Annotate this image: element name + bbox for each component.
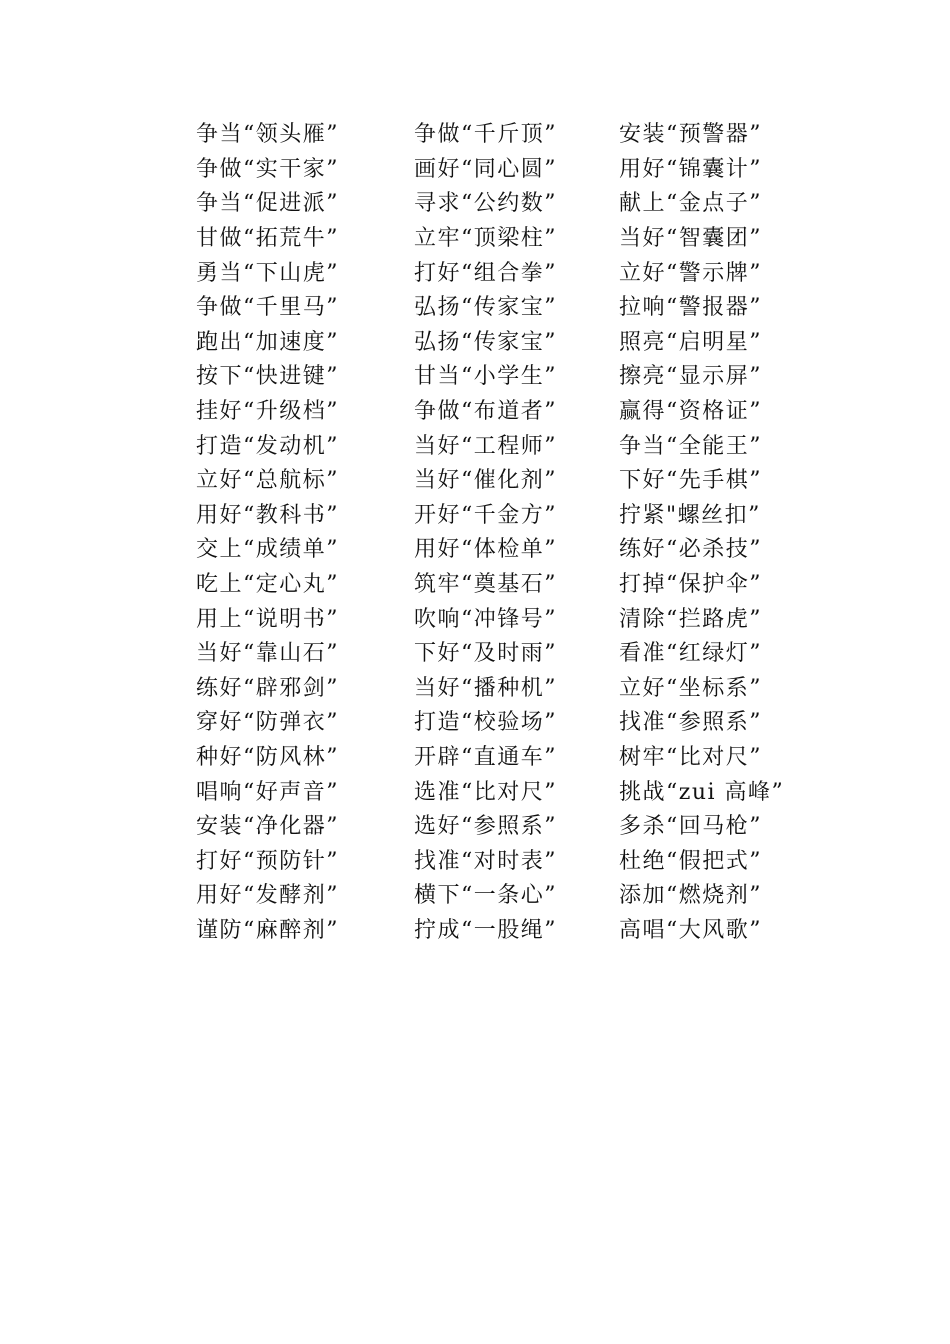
phrase-cell: 添加“燃烧剂” [619, 883, 762, 909]
phrase-cell: 赢得“资格证” [619, 399, 762, 425]
phrase-cell: 打好“预防针” [196, 848, 339, 874]
phrase-cell: 找准“对时表” [414, 848, 557, 874]
phrase-cell: 争当“促进派” [196, 191, 339, 217]
phrase-cell: 勇当“下山虎” [196, 260, 339, 286]
phrase-cell: 高唱“大风歌” [619, 917, 762, 943]
phrase-cell: 用好“教科书” [196, 502, 339, 528]
phrase-cell: 吃上“定心丸” [196, 572, 339, 598]
phrase-cell: 立牢“顶梁柱” [414, 226, 557, 252]
phrase-cell: 跑出“加速度” [196, 329, 339, 355]
phrase-cell: 树牢“比对尺” [619, 744, 762, 770]
phrase-cell: 争当“全能王” [619, 433, 762, 459]
phrase-cell: 筑牢“奠基石” [414, 572, 557, 598]
phrase-cell: 争做“千斤顶” [414, 122, 557, 148]
phrase-cell: 照亮“启明星” [619, 329, 762, 355]
phrase-cell: 挑战“zui 高峰” [619, 779, 785, 805]
phrase-cell: 练好“必杀技” [619, 537, 762, 563]
phrase-cell: 甘当“小学生” [414, 364, 557, 390]
phrase-cell: 用好“锦囊计” [619, 156, 762, 182]
phrase-cell: 种好“防风林” [196, 744, 339, 770]
phrase-cell: 用上“说明书” [196, 606, 339, 632]
phrase-table [190, 118, 800, 948]
phrase-cell: 当好“工程师” [414, 433, 557, 459]
phrase-cell: 当好“催化剂” [414, 468, 557, 494]
phrase-cell: 唱响“好声音” [196, 779, 339, 805]
phrase-cell: 弘扬“传家宝” [414, 295, 557, 321]
phrase-cell: 拧紧"螺丝扣” [619, 502, 761, 528]
phrase-cell: 画好“同心圆” [414, 156, 557, 182]
phrase-cell: 挂好“升级档” [196, 399, 339, 425]
phrase-cell: 练好“辟邪剑” [196, 675, 339, 701]
phrase-cell: 打造“校验场” [414, 710, 557, 736]
phrase-cell: 争做“实干家” [196, 156, 339, 182]
phrase-cell: 争做“布道者” [414, 399, 557, 425]
phrase-cell: 打好“组合拳” [414, 260, 557, 286]
phrase-cell: 用好“体检单” [414, 537, 557, 563]
phrase-cell: 拉响“警报器” [619, 295, 762, 321]
phrase-cell: 选准“比对尺” [414, 779, 557, 805]
phrase-cell: 立好“坐标系” [619, 675, 762, 701]
phrase-cell: 下好“及时雨” [414, 641, 557, 667]
phrase-cell: 用好“发酵剂” [196, 883, 339, 909]
phrase-cell: 下好“先手棋” [619, 468, 762, 494]
phrase-cell: 寻求“公约数” [414, 191, 557, 217]
phrase-cell: 打造“发动机” [196, 433, 339, 459]
phrase-cell: 安装“净化器” [196, 814, 339, 840]
phrase-cell: 弘扬“传家宝” [414, 329, 557, 355]
phrase-cell: 立好“总航标” [196, 468, 339, 494]
phrase-cell: 拧成“一股绳” [414, 917, 557, 943]
phrase-cell: 开辟“直通车” [414, 744, 557, 770]
phrase-cell: 多杀“回马枪” [619, 814, 762, 840]
phrase-cell: 立好“警示牌” [619, 260, 762, 286]
phrase-cell: 甘做“拓荒牛” [196, 226, 339, 252]
phrase-cell: 找准“参照系” [619, 710, 762, 736]
phrase-cell: 当好“播种机” [414, 675, 557, 701]
phrase-cell: 看准“红绿灯” [619, 641, 762, 667]
phrase-cell: 选好“参照系” [414, 814, 557, 840]
phrase-cell: 横下“一条心” [414, 883, 557, 909]
phrase-cell: 谨防“麻醉剂” [196, 917, 339, 943]
phrase-cell: 当好“智囊团” [619, 226, 762, 252]
phrase-cell: 按下“快进键” [196, 364, 339, 390]
phrase-cell: 杜绝“假把式” [619, 848, 762, 874]
phrase-cell: 穿好“防弹衣” [196, 710, 339, 736]
phrase-cell: 擦亮“显示屏” [619, 364, 762, 390]
phrase-cell: 开好“千金方” [414, 502, 557, 528]
phrase-cell: 打掉“保护伞” [619, 572, 762, 598]
phrase-cell: 清除“拦路虎” [619, 606, 762, 632]
phrase-cell: 安装“预警器” [619, 122, 762, 148]
phrase-cell: 当好“靠山石” [196, 641, 339, 667]
phrase-cell: 争当“领头雁” [196, 122, 339, 148]
phrase-cell: 交上“成绩单” [196, 537, 339, 563]
phrase-cell: 争做“千里马” [196, 295, 339, 321]
phrase-cell: 吹响“冲锋号” [414, 606, 557, 632]
phrase-cell: 献上“金点子” [619, 191, 762, 217]
